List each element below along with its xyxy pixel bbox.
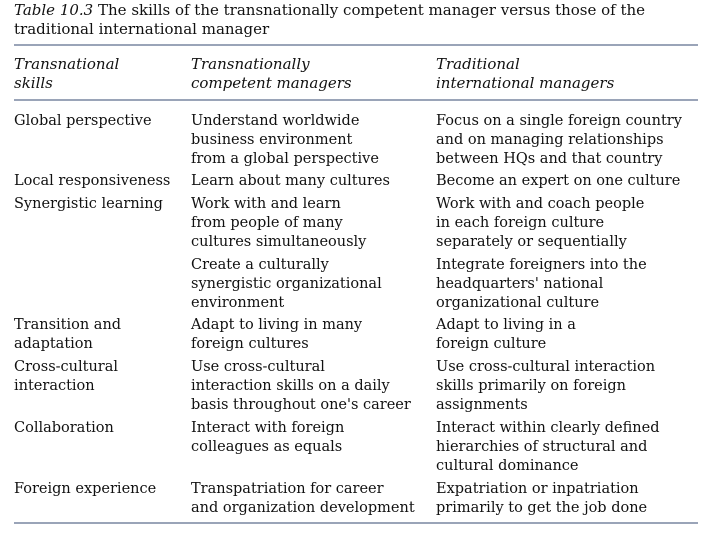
header-transnationally-competent: Transnationally competent managers <box>191 55 352 92</box>
traditional-cell: Focus on a single foreign country and on managing relationships between HQs and that country <box>436 113 682 167</box>
traditional-cell: Integrate foreigners into the headquarters' national organizational culture <box>436 257 647 311</box>
traditional-cell: Adapt to living in a foreign culture <box>436 317 576 352</box>
transnational-cell: Transpatriation for career and organization development <box>191 481 415 516</box>
skill-cell: Global perspective <box>14 113 152 129</box>
traditional-cell: Become an expert on one culture <box>436 173 681 189</box>
transnational-cell: Learn about many cultures <box>191 173 390 189</box>
transnational-cell: Understand worldwide business environment from a global perspective <box>191 113 379 167</box>
table-title: The skills of the transnationally competent manager versus those of the traditional international manager <box>14 1 646 38</box>
table-document <box>14 0 698 516</box>
top-rule <box>14 44 698 46</box>
skill-cell: Cross-cultural interaction <box>14 359 119 394</box>
header-transnational-skills: Transnational skills <box>14 55 120 92</box>
transnational-cell: Adapt to living in many foreign cultures <box>191 317 363 352</box>
transnational-cell: Use cross-cultural interaction skills on a daily basis throughout one's career <box>191 359 411 413</box>
skill-cell: Collaboration <box>14 420 114 436</box>
transnational-cell: Work with and learn from people of many cultures simultaneously <box>191 196 367 250</box>
skill-cell: Transition and adaptation <box>14 317 122 352</box>
transnational-cell: Interact with foreign colleagues as equals <box>191 420 345 455</box>
table-caption <box>14 0 698 39</box>
traditional-cell: Interact within clearly defined hierarchies of structural and cultural dominance <box>436 420 660 474</box>
skill-cell: Local responsiveness <box>14 173 171 189</box>
table-number: Table 10.3 <box>14 1 94 19</box>
skill-cell: Foreign experience <box>14 481 157 497</box>
traditional-cell: Expatriation or inpatriation primarily to get the job done <box>436 481 648 516</box>
bottom-rule <box>14 522 698 524</box>
header-traditional-international: Traditional international managers <box>436 55 615 92</box>
header-rule <box>14 99 698 101</box>
traditional-cell: Use cross-cultural interaction skills primarily on foreign assignments <box>436 359 656 413</box>
traditional-cell: Work with and coach people in each foreign culture separately or sequentially <box>436 196 645 250</box>
skill-cell: Synergistic learning <box>14 196 163 212</box>
transnational-cell: Create a culturally synergistic organizational environment <box>191 257 382 311</box>
